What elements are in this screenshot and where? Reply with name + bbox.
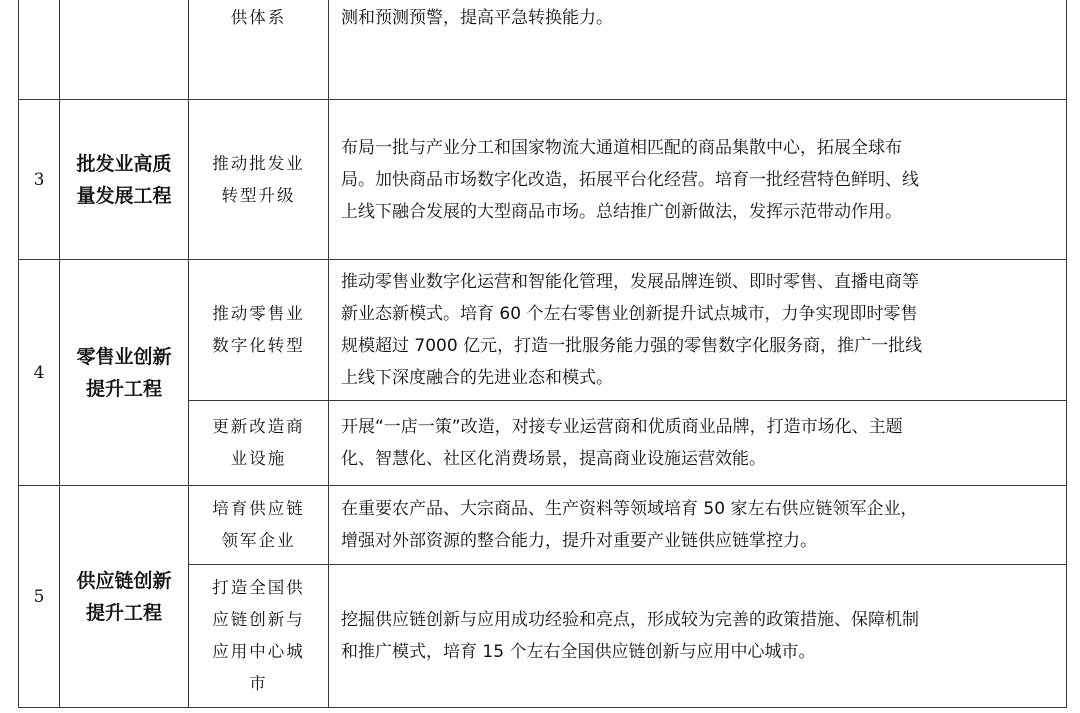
row-number-text: 5 [33, 586, 45, 607]
description-line: 新业态新模式。培育 60 个左右零售业创新提升试点城市，力争实现即时零售 [341, 304, 918, 324]
project-name-line: 提升工程 [85, 377, 162, 400]
row-number-text: 4 [33, 362, 45, 383]
task-description-cell [329, 486, 1066, 564]
task-name-line: 推动批发业 [212, 153, 305, 173]
task-name-line: 业设施 [230, 449, 287, 468]
table-border-right [1066, 0, 1067, 708]
row-number [19, 100, 59, 259]
task-name-cell [189, 565, 328, 707]
project-name-line: 量发展工程 [76, 184, 172, 207]
project-name-cell [60, 100, 188, 259]
task-description-cell [329, 100, 1066, 259]
description-line: 规模超过 7000 亿元，打造一批服务能力强的零售数字化服务商，推广一批线 [341, 336, 923, 356]
task-name-cell [189, 0, 328, 99]
task-name-line: 更新改造商 [212, 417, 305, 436]
task-description-cell [329, 565, 1066, 707]
task-name-line: 应用中心城 [212, 642, 305, 661]
description-line: 增强对外部资源的整合能力，提升对重要产业链供应链掌控力。 [341, 531, 817, 551]
task-name-line: 领军企业 [221, 531, 296, 550]
row-number [19, 486, 59, 707]
description-line: 化、智慧化、社区化消费场景，提高商业设施运营效能。 [341, 449, 766, 469]
task-name-line: 应链创新与 [212, 610, 305, 629]
task-name-line: 供体系 [230, 8, 287, 27]
description-line: 在重要农产品、大宗商品、生产资料等领域培育 50 家左右供应链领军企业， [341, 499, 918, 519]
description-line: 推动零售业数字化运营和智能化管理，发展品牌连锁、即时零售、直播电商等 [341, 272, 919, 292]
description-line: 布局一批与产业分工和国家物流大通道相匹配的商品集散中心，拓展全球布 [341, 137, 902, 158]
project-name-cell [60, 486, 188, 707]
row-number [19, 260, 59, 485]
task-name-line: 数字化转型 [212, 336, 305, 355]
description-line: 挖掘供应链创新与应用成功经验和亮点，形成较为完善的政策措施、保障机制 [341, 610, 919, 630]
description-line: 上线下融合发展的大型商品市场。总结推广创新做法，发挥示范带动作用。 [341, 201, 902, 222]
task-name-cell [189, 100, 328, 259]
task-name-line: 培育供应链 [212, 499, 305, 518]
project-name-line: 零售业创新 [76, 345, 172, 368]
row-number-text: 3 [33, 169, 45, 190]
task-name-cell [189, 260, 328, 400]
description-line: 测和预测预警，提高平急转换能力。 [341, 8, 613, 28]
table-border-bottom [18, 707, 1067, 708]
project-name-line: 提升工程 [85, 601, 162, 624]
task-name-cell [189, 401, 328, 485]
description-line: 开展“一店一策”改造，对接专业运营商和优质商业品牌，打造市场化、主题 [341, 417, 903, 437]
task-name-line: 推动零售业 [212, 304, 305, 323]
task-name-line: 市 [249, 674, 268, 693]
description-line: 和推广模式，培育 15 个左右全国供应链创新与应用中心城市。 [341, 642, 816, 662]
task-description-cell [329, 401, 1066, 485]
project-name-cell [60, 260, 188, 485]
task-name-line: 打造全国供 [212, 578, 305, 597]
task-description-cell [329, 260, 1066, 400]
task-name-line: 转型升级 [221, 185, 296, 205]
description-line: 上线下深度融合的先进业态和模式。 [341, 368, 613, 388]
project-name-line: 供应链创新 [76, 569, 172, 592]
task-description-cell [329, 0, 1066, 99]
task-name-cell [189, 486, 328, 564]
description-line: 局。加快商品市场数字化改造，拓展平台化经营。培育一批经营特色鲜明、线 [341, 169, 919, 190]
project-name-line: 批发业高质 [76, 152, 172, 175]
